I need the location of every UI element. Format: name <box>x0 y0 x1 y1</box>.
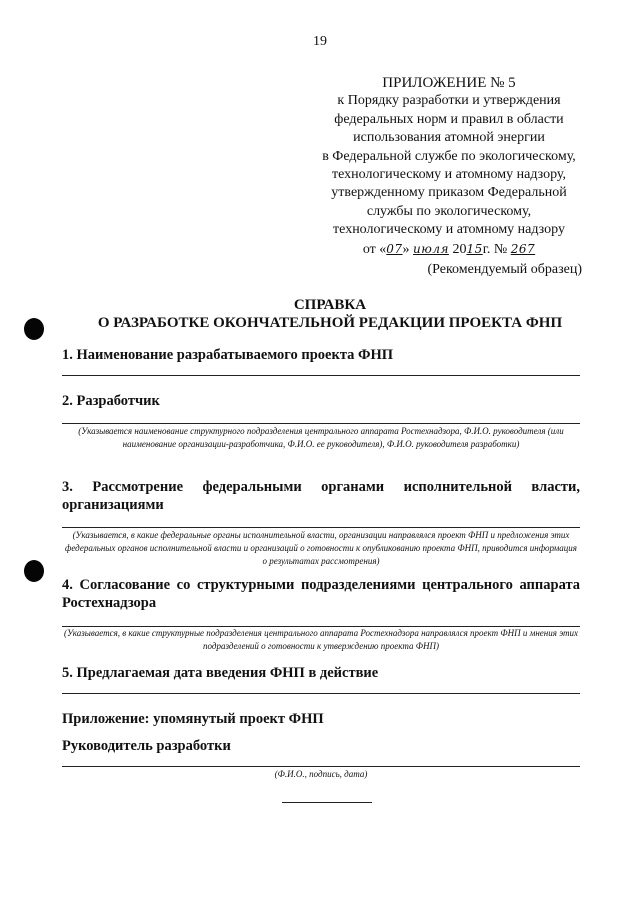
appendix-header <box>300 74 598 259</box>
order-year-suffix: г. № <box>482 241 511 257</box>
head-signature-note: (Ф.И.О., подпись, дата) <box>274 769 368 779</box>
order-number: 267 <box>510 241 536 256</box>
head-of-development-label: Руководитель разработки <box>62 738 231 754</box>
attachment-line: Приложение: упомянутый проект ФНП <box>62 711 324 727</box>
section-2-fill-line <box>62 423 580 424</box>
order-day: 07 <box>386 241 403 256</box>
appendix-line: в Федеральной службе по экологическому, <box>322 148 576 164</box>
appendix-line: технологическому и атомному надзору <box>333 222 565 238</box>
appendix-line: федеральных норм и правил в области <box>334 111 564 127</box>
order-reference <box>300 240 598 259</box>
section-1-fill-line <box>62 375 580 376</box>
document-title-line1: СПРАВКА <box>293 297 367 313</box>
order-month: июля <box>413 241 449 256</box>
document-title <box>40 296 620 332</box>
order-prefix: от « <box>362 241 387 257</box>
appendix-line: утвержденному приказом Федеральной <box>331 185 567 201</box>
head-signature-line <box>62 766 580 767</box>
section-5-fill-line <box>62 693 580 694</box>
section-2-note: (Указывается наименование структурного подразделения центрального аппарата Ростехнадзора, Ф.И.О. руководителя (или наименование организации-разработчика, Ф.И.О. ее руководителя), Ф.И.О. руководителя разработки) <box>78 426 564 449</box>
order-year: 15 <box>466 241 483 256</box>
punch-hole-bottom <box>24 560 44 582</box>
recommended-sample: (Рекомендуемый образец) <box>427 262 582 277</box>
document-title-line2: О РАЗРАБОТКЕ ОКОНЧАТЕЛЬНОЙ РЕДАКЦИИ ПРОЕКТА ФНП <box>97 315 563 331</box>
section-4-heading-line1: 4. Согласование со структурными подразделениями центрального аппарата <box>62 577 580 593</box>
appendix-line: технологическому и атомному надзору, <box>332 167 566 183</box>
section-1-heading: 1. Наименование разрабатываемого проекта ФНП <box>62 347 394 363</box>
appendix-line: к Порядку разработки и утверждения <box>337 93 561 109</box>
section-4-note: (Указывается, в какие структурные подразделения центрального аппарата Ростехнадзора направлялся проект ФНП и мнения этих подразделений о готовности к утверждению проекта ФНП) <box>63 628 579 651</box>
section-3-heading-line1: 3. Рассмотрение федеральными органами исполнительной власти, <box>62 479 580 495</box>
appendix-line: службы по экологическому, <box>366 203 532 219</box>
section-5-heading: 5. Предлагаемая дата введения ФНП в действие <box>62 665 379 681</box>
closing-short-line <box>282 802 372 803</box>
section-4-heading-line2: Ростехнадзора <box>62 595 157 611</box>
section-3-note: (Указывается, в какие федеральные органы исполнительной власти, организации направлялся проект ФНП и предложения этих федеральных органов исполнительной власти и организаций о готовности к опубликованию проекта ФНП, приводится информация о результатах рассмотрения) <box>65 530 577 566</box>
appendix-title: ПРИЛОЖЕНИЕ № 5 <box>382 75 516 91</box>
order-mid: » <box>402 241 414 257</box>
section-2-heading: 2. Разработчик <box>62 393 160 409</box>
appendix-line: использования атомной энергии <box>353 130 545 146</box>
section-3-fill-line <box>62 527 580 528</box>
order-year-prefix: 20 <box>448 241 467 257</box>
page-number: 19 <box>313 34 327 49</box>
section-3-heading-line2: организациями <box>62 497 164 513</box>
